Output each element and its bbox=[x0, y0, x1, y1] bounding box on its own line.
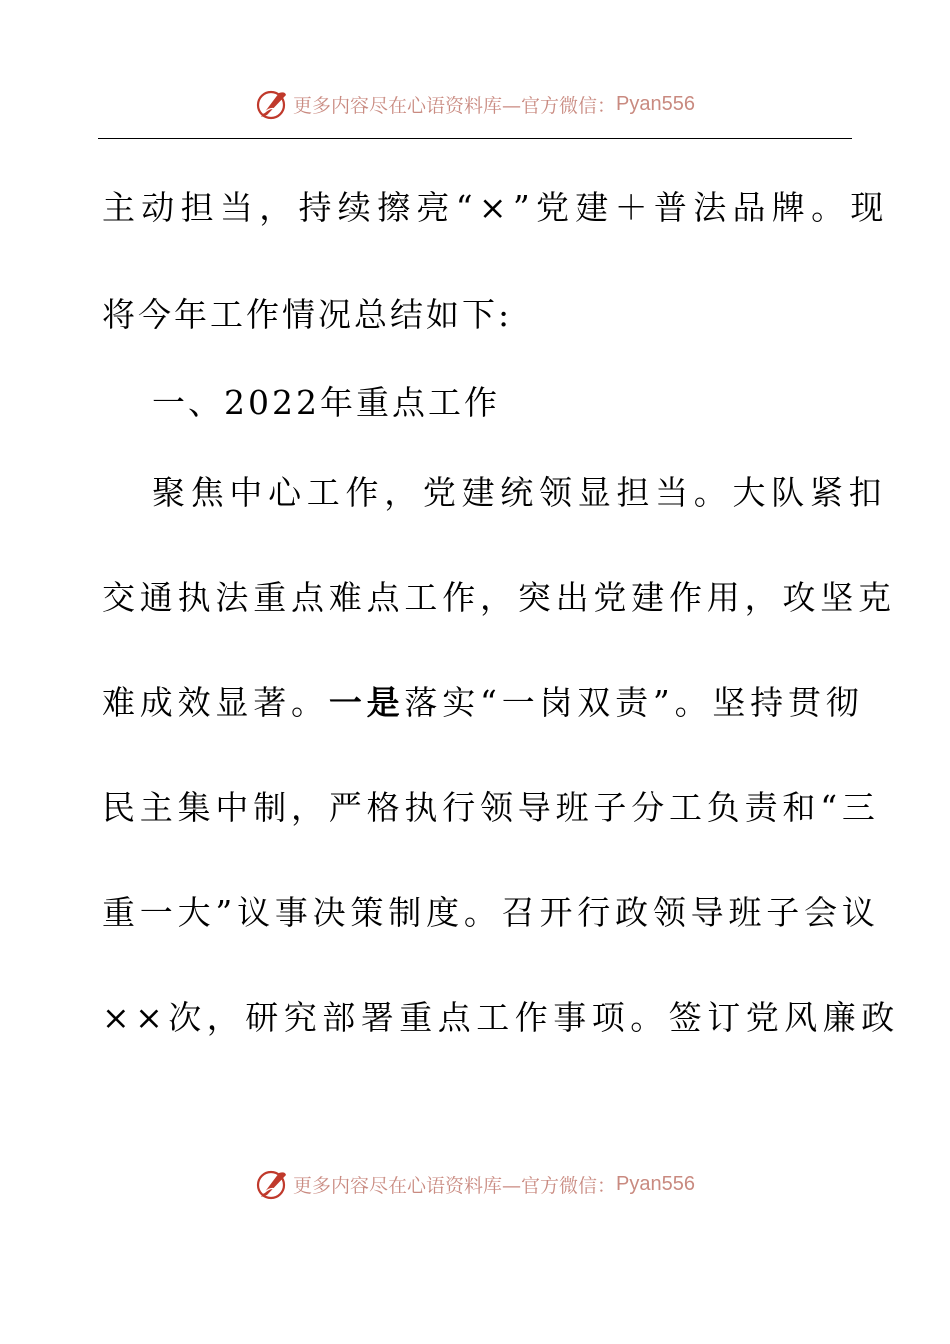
body-line-text: 民主集中制，严格执行领导班子分工负责和“三 bbox=[102, 788, 880, 827]
body-line-text: 交通执法重点难点工作，突出党建作用，攻坚克 bbox=[102, 578, 896, 617]
quill-logo-icon bbox=[255, 87, 289, 121]
body-line-text: 主动担当，持续擦亮“×”党建＋普法品牌。现 bbox=[102, 188, 890, 227]
body-line bbox=[102, 998, 900, 1038]
body-line bbox=[102, 295, 850, 335]
body-line-text: 将今年工作情况总结如下: bbox=[102, 295, 513, 334]
body-line-text: 落实“一岗双责”。坚持贯彻 bbox=[404, 683, 864, 722]
banner-handle: Pyan556 bbox=[616, 92, 695, 115]
body-line-text: 难成效显著。 bbox=[102, 683, 329, 722]
body-line-text: 聚焦中心工作，党建统领显担当。大队紧扣 bbox=[152, 473, 888, 512]
body-line bbox=[102, 893, 880, 933]
banner-text: 更多内容尽在心语资料库—官方微信： bbox=[293, 1174, 617, 1197]
body-line-text: ××次，研究部署重点工作事项。签订党风廉政 bbox=[102, 998, 900, 1037]
body-line-text: 重一大”议事决策制度。召开行政领导班子会议 bbox=[102, 893, 880, 932]
body-line bbox=[102, 188, 890, 228]
header-banner bbox=[0, 84, 950, 124]
banner-handle: Pyan556 bbox=[616, 1172, 695, 1195]
body-line bbox=[102, 683, 864, 723]
footer-banner bbox=[0, 1164, 950, 1204]
emphasis-text: 一是 bbox=[328, 683, 405, 722]
section-heading bbox=[152, 383, 850, 423]
quill-logo-icon bbox=[255, 1167, 289, 1201]
body-line bbox=[102, 578, 896, 618]
body-line bbox=[102, 788, 880, 828]
body-line bbox=[152, 473, 888, 513]
header-rule bbox=[98, 138, 852, 139]
banner-text: 更多内容尽在心语资料库—官方微信： bbox=[293, 94, 617, 117]
section-heading-text: 一、2022年重点工作 bbox=[152, 383, 500, 422]
